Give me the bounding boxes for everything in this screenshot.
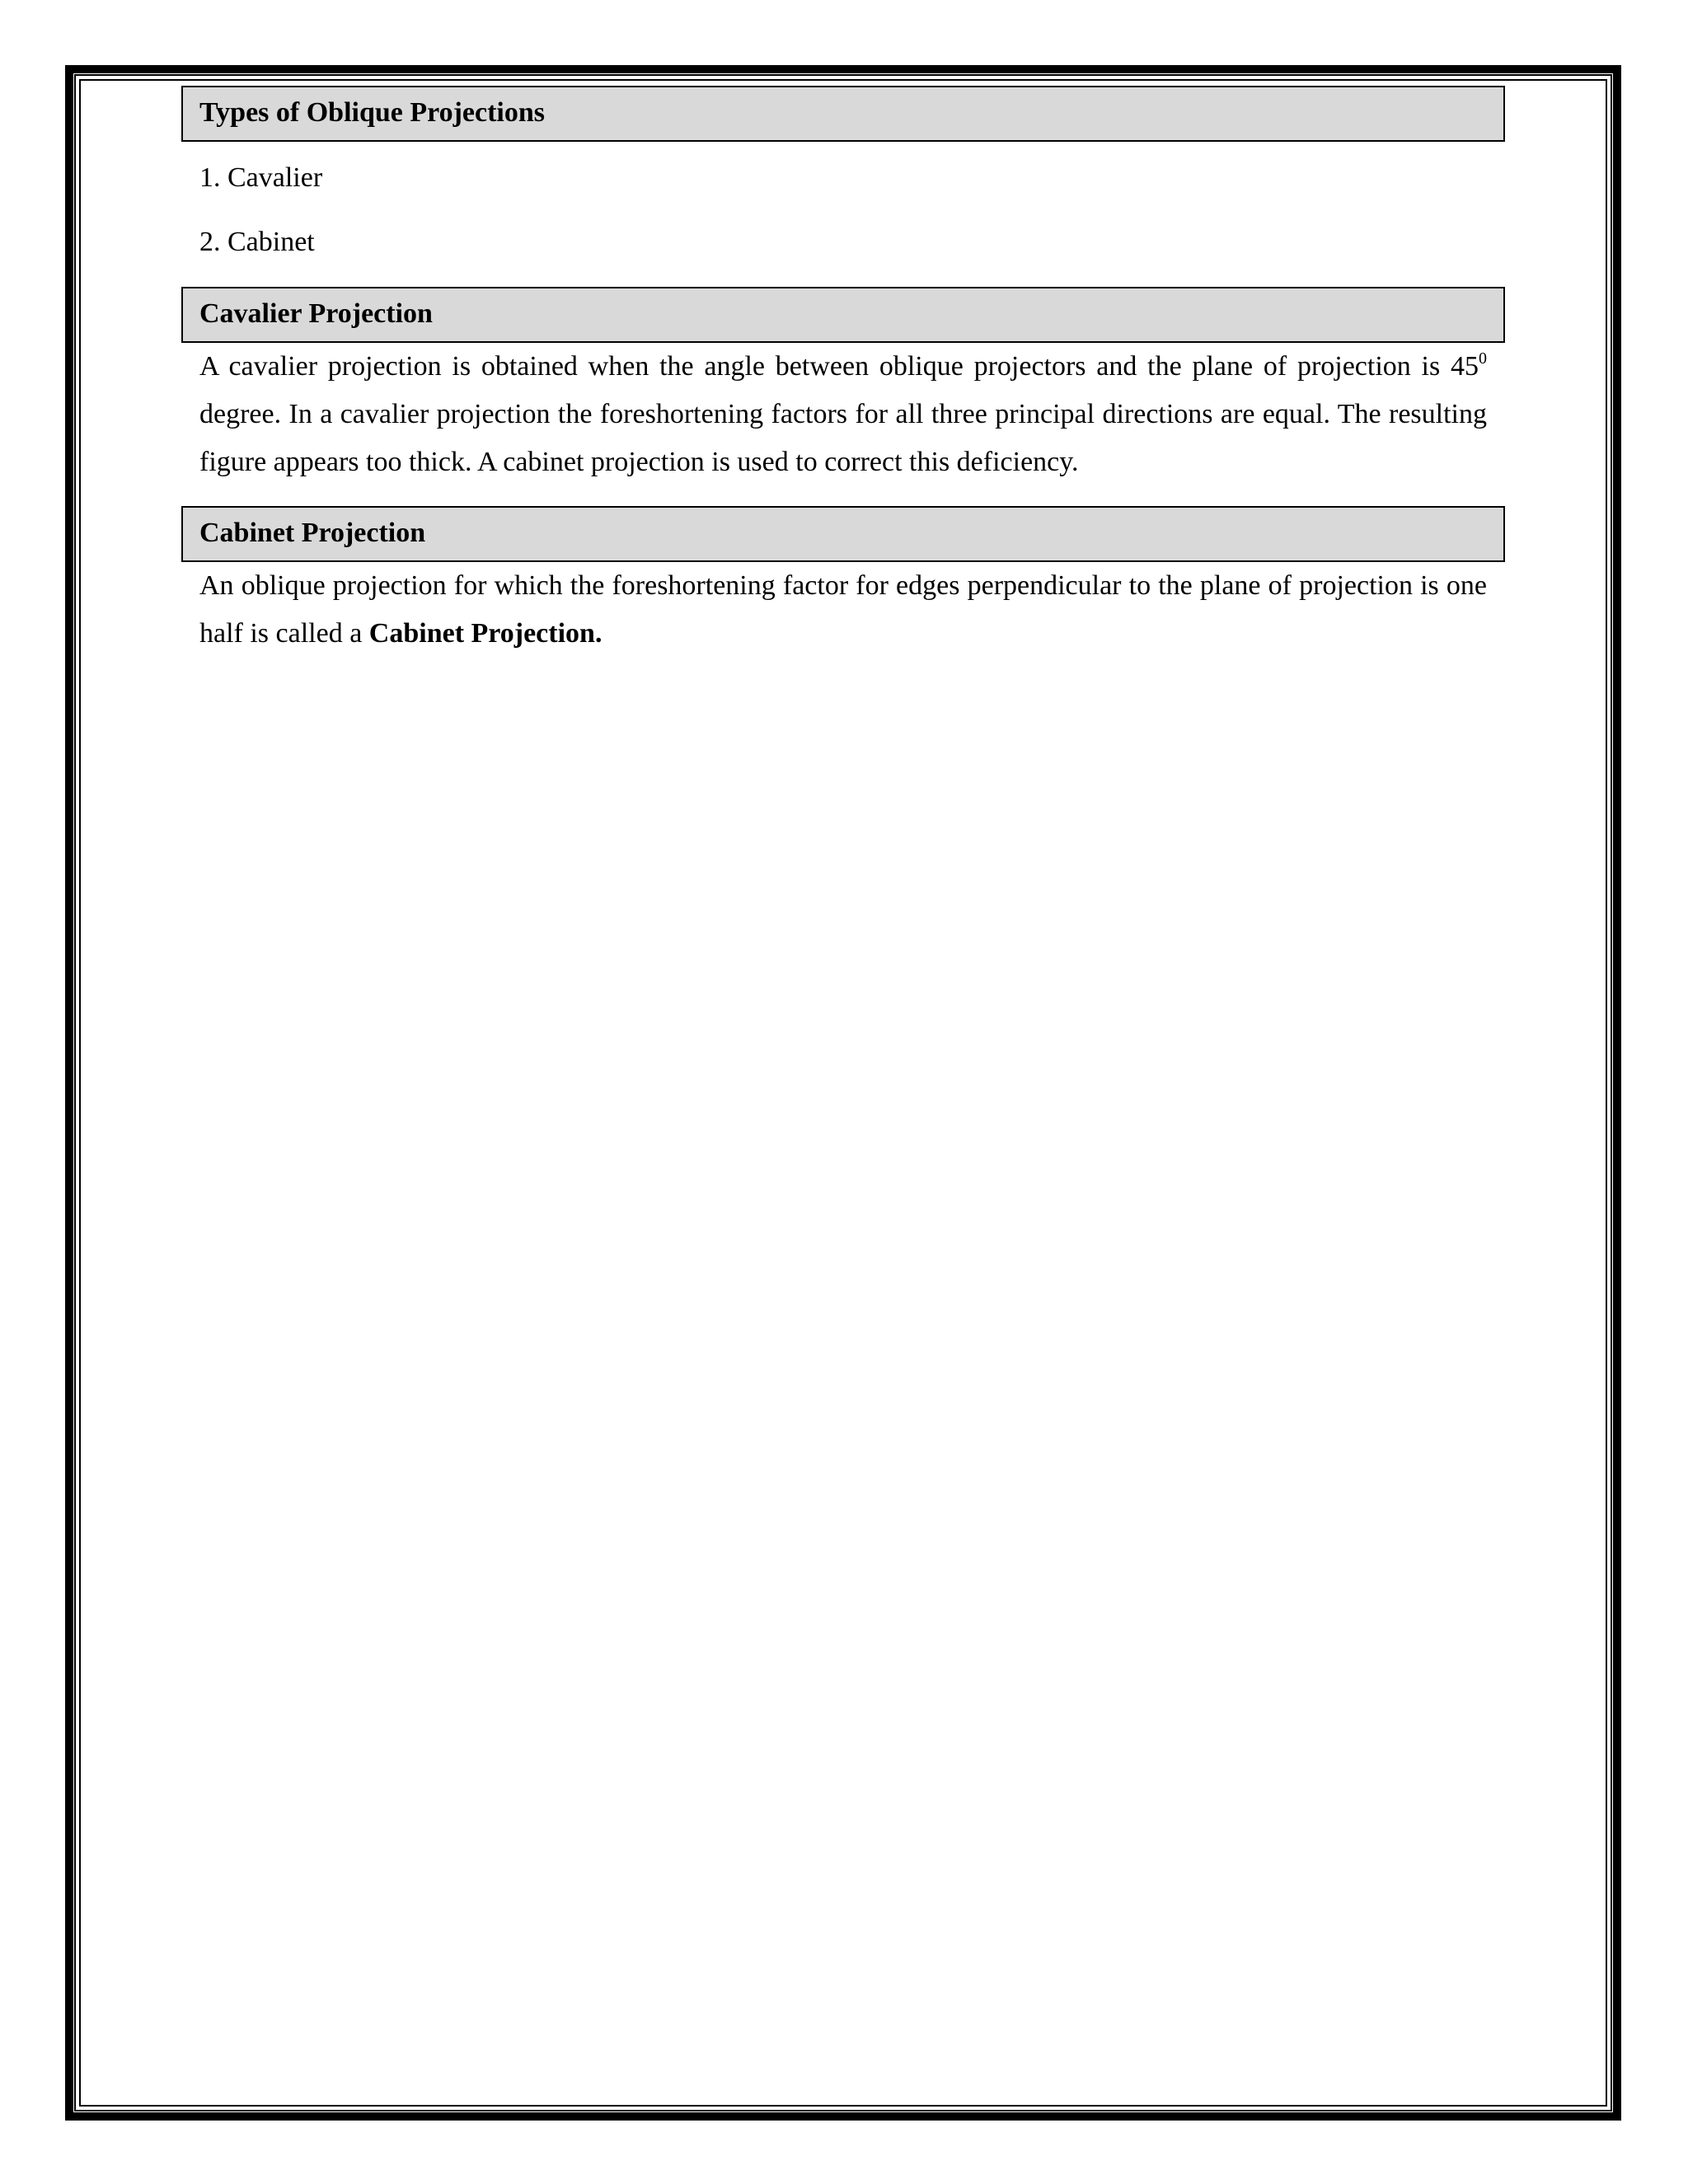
list-item-cabinet: 2. Cabinet: [199, 227, 315, 257]
paragraph-cabinet-text: An oblique projection for which the foreshortening factor for edges perpendicular to the plane of projection is one half is called a: [199, 570, 1487, 649]
section-heading-cabinet: Cabinet Projection: [181, 506, 1505, 562]
list-item-cavalier: 1. Cavalier: [199, 162, 323, 193]
degree-superscript: 0: [1479, 349, 1487, 368]
paragraph-cavalier: [181, 343, 1505, 486]
bold-term-cabinet-projection: Cabinet Projection.: [368, 618, 603, 649]
section-heading-types: Types of Oblique Projections: [181, 86, 1505, 142]
document-content: [181, 86, 1505, 658]
paragraph-cabinet: [181, 562, 1505, 658]
section-heading-cavalier: Cavalier Projection: [181, 287, 1505, 343]
paragraph-cavalier-text-1: A cavalier projection is obtained when the angle between oblique projectors and the plane of projection is 45: [199, 351, 1479, 382]
paragraph-cavalier-text-2: degree. In a cavalier projection the foreshortening factors for all three principal directions are equal. The resulting figure appears too thick. A cabinet projection is used to correct this deficiency.: [199, 399, 1487, 477]
